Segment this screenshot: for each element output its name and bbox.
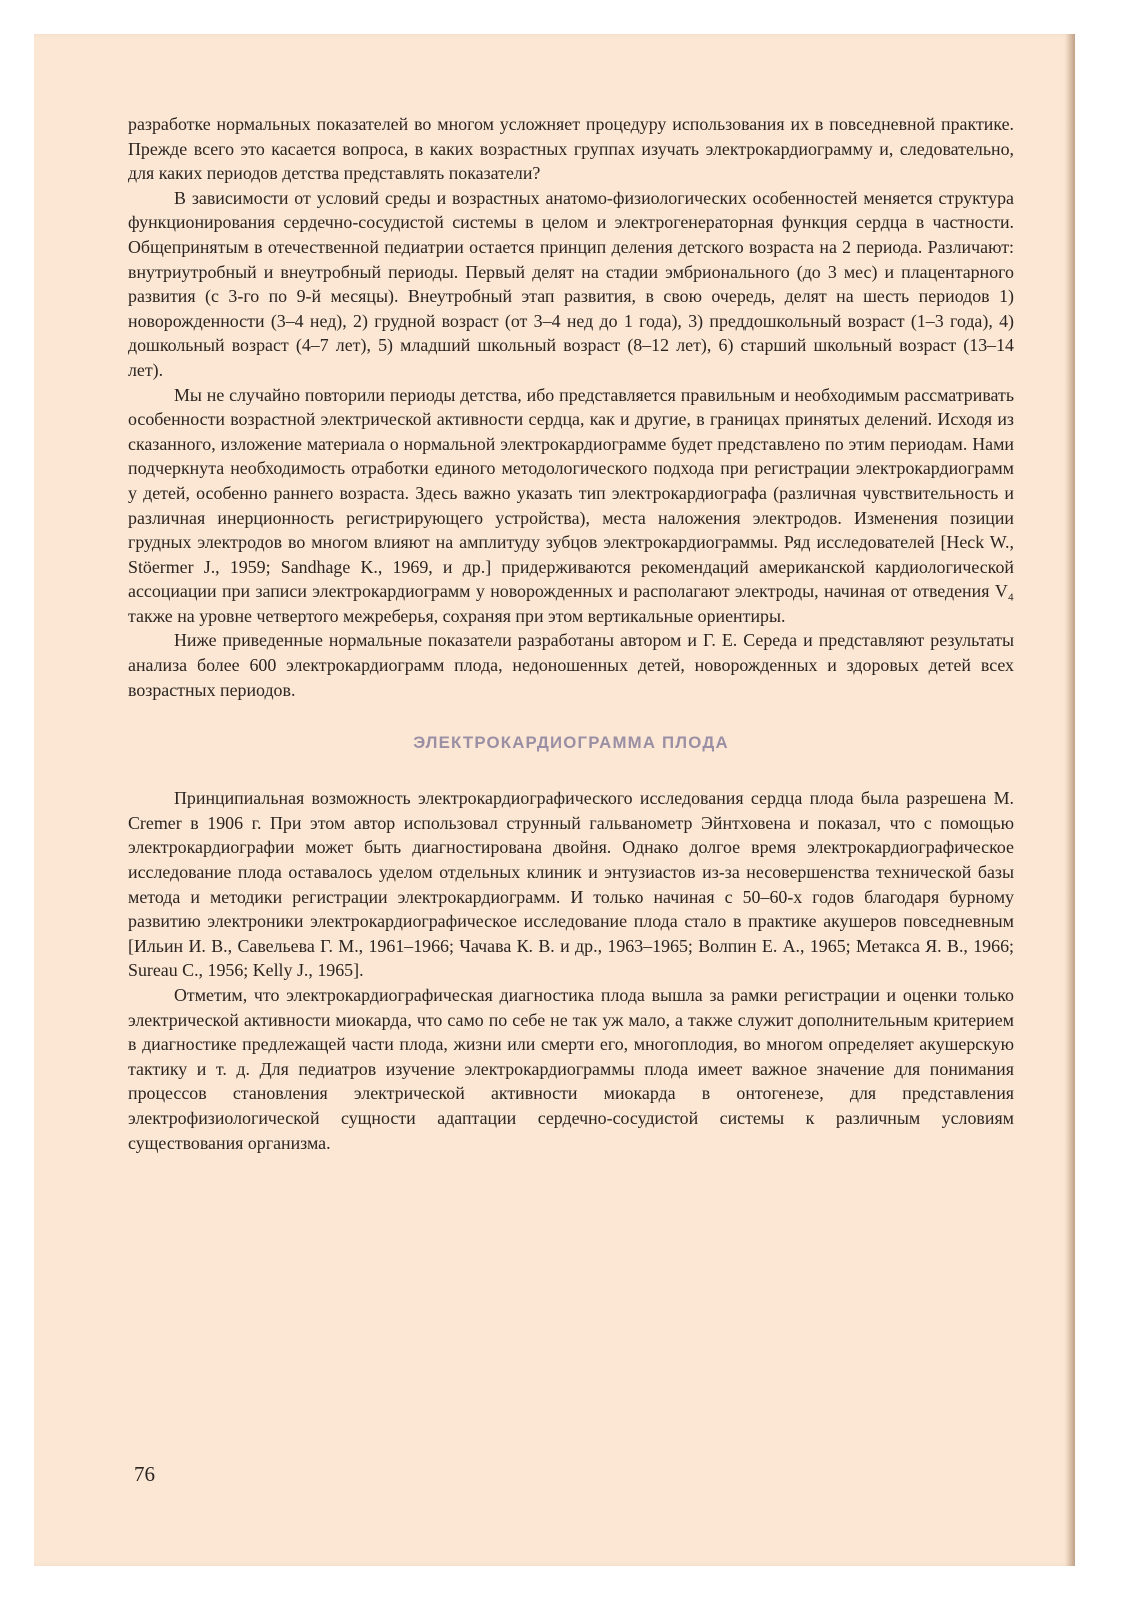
page-number: 76 xyxy=(134,1462,155,1486)
section-heading: ЭЛЕКТРОКАРДИОГРАММА ПЛОДА xyxy=(413,733,729,753)
paragraph-norms-source: Ниже приведенные нормальные показатели разработаны автором и Г. Е. Середа и представляют результаты анализа более 600 электрокардиограмм плода, недоношенных детей, новорожденных и здоровых детей всех возрастных периодов. xyxy=(128,630,1014,700)
page-body xyxy=(128,112,1014,1155)
paragraph-history: Принципиальная возможность электрокардиографического исследования сердца плода была разрешена M. Cremer в 1906 г. При этом автор использовал струнный гальванометр Эйнтховена и показал, что с помощью электрокардиографии может быть диагностирована двойня. Однако долгое время электрокардиографическое исследование плода оставалось уделом отдельных клиник и энтузиастов из-за несовершенства технической базы метода и методики регистрации электрокардиограмм. И только начиная с 50–60-х годов благодаря бурному развитию электроники электрокардиографическое исследование плода стало в практике акушеров повседневным [Ильин И. В., Савельева Г. М., 1961–1966; Чачава К. В. и др., 1963–1965; Волпин Е. А., 1965; Метакса Я. В., 1966; Sureau C., 1956; Kelly J., 1965]. xyxy=(128,788,1014,981)
paragraph-methodology: Мы не случайно повторили периоды детства, ибо представляется правильным и необходимым рассматривать особенности возрастной электрической активности сердца, как и другие, в границах принятых делений. Исходя из сказанного, изложение материала о нормальной электрокардиограмме будет представлено по этим периодам. Нами подчеркнута необходимость отработки единого методологического подхода при регистрации электрокардиограмм у детей, особенно раннего возраста. Здесь важно указать тип электрокардиографа (различная чувствительность и различная инерционность регистрирующего устройства), места наложения электродов. Изменения позиции грудных электродов во многом влияют на амплитуду зубцов электрокардиограммы. Ряд исследователей [Heck W., Stöermer J., 1959; Sandhage K., 1969, и др.] придерживаются рекомендаций американской кардиологической ассоциации при записи электрокардиограмм у новорожденных и располагают электроды, начиная от отведения V₄ также на уровне четвертого межреберья, сохраняя при этом вертикальные ориентиры. xyxy=(128,384,1014,626)
paragraph-age-periods: В зависимости от условий среды и возрастных анатомо-физиологических особенностей меняется структура функционирования сердечно-сосудистой системы в целом и электрогенераторная функция сердца в частности. Общепринятым в отечественной педиатрии остается принцип деления детского возраста на 2 периода. Различают: внутриутробный и внеутробный периоды. Первый делят на стадии эмбрионального (до 3 мес) и плацентарного развития (с 3-го по 9-й месяцы). Внеутробный этап развития, в свою очередь, делят на шесть периодов 1) новорожденности (3–4 нед), 2) грудной возраст (от 3–4 нед до 1 года), 3) преддошкольный возраст (1–3 года), 4) дошкольный возраст (4–7 лет), 5) младший школьный возраст (8–12 лет), 6) старший школьный возраст (13–14 лет). xyxy=(128,187,1014,380)
page-edge-shadow xyxy=(1065,34,1075,1566)
paragraph-continuation: разработке нормальных показателей во многом усложняет процедуру использования их в повседневной практике. Прежде всего это касается вопроса, в каких возрастных группах изучать электрокардиограмму и, следовательно, для каких периодов детства представлять показатели? xyxy=(128,114,1014,184)
paragraph-significance: Отметим, что электрокардиографическая диагностика плода вышла за рамки регистрации и оценки только электрической активности миокарда, что само по себе не так уж мало, а также служит дополнительным критерием в диагностике предлежащей части плода, жизни или смерти его, многоплодия, во многом определяет акушерскую тактику и т. д. Для педиатров изучение электрокардиограммы плода имеет важное значение для понимания процессов становления электрической активности миокарда в онтогенезе, для представления электрофизиологической сущности адаптации сердечно-сосудистой системы к различным условиям существования организма. xyxy=(128,985,1014,1153)
